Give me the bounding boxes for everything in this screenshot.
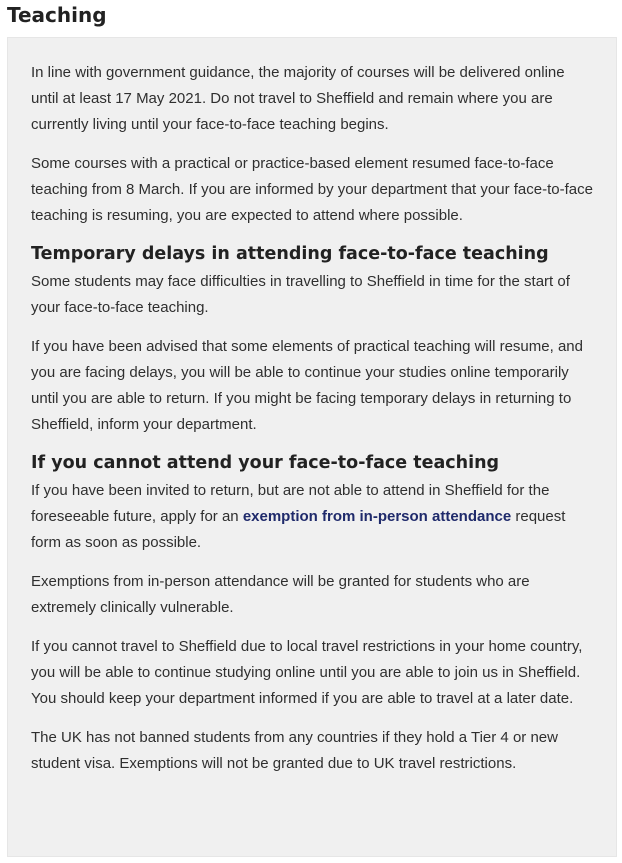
cannot-attend-paragraph-3: If you cannot travel to Sheffield due to local travel restrictions in your home country, you will be able to continue studying online until you are able to join us in Sheffield. You should keep your department informed if you are able to travel at a later date.: [31, 638, 583, 707]
exemption-link[interactable]: exemption from in-person attendance: [242, 508, 512, 525]
content-panel: [7, 37, 617, 857]
cannot-attend-text-after-link: request form as soon as possible.: [31, 508, 566, 551]
cannot-attend-paragraph-4: The UK has not banned students from any countries if they hold a Tier 4 or new student visa. Exemptions will not be granted due to UK travel restrictions.: [31, 729, 558, 772]
intro-paragraph-2: Some courses with a practical or practice-based element resumed face-to-face teaching from 8 March. If you are informed by your department that your face-to-face teaching is resuming, you are expected to attend where possible.: [31, 155, 593, 224]
temporary-delays-paragraph-2: If you have been advised that some elements of practical teaching will resume, and you are facing delays, you will be able to continue your studies online temporarily until you are able to return. If you might be facing temporary delays in returning to Sheffield, inform your department.: [31, 338, 583, 433]
section-heading-cannot-attend: If you cannot attend your face-to-face teaching: [31, 453, 500, 473]
cannot-attend-text-before-link: If you have been invited to return, but are not able to attend in Sheffield for the foreseeable future, apply for an: [31, 482, 550, 525]
intro-paragraph-1: In line with government guidance, the majority of courses will be delivered online until at least 17 May 2021. Do not travel to Sheffield and remain where you are currently living until your face-to-face teaching begins.: [31, 64, 565, 133]
cannot-attend-paragraph-2: Exemptions from in-person attendance will be granted for students who are extremely clinically vulnerable.: [31, 573, 530, 616]
section-heading-temporary-delays: Temporary delays in attending face-to-face teaching: [31, 244, 549, 264]
page-title: Teaching: [7, 3, 107, 27]
cannot-attend-paragraph-1: [31, 478, 593, 556]
temporary-delays-paragraph-1: Some students may face difficulties in travelling to Sheffield in time for the start of your face-to-face teaching.: [31, 273, 570, 316]
